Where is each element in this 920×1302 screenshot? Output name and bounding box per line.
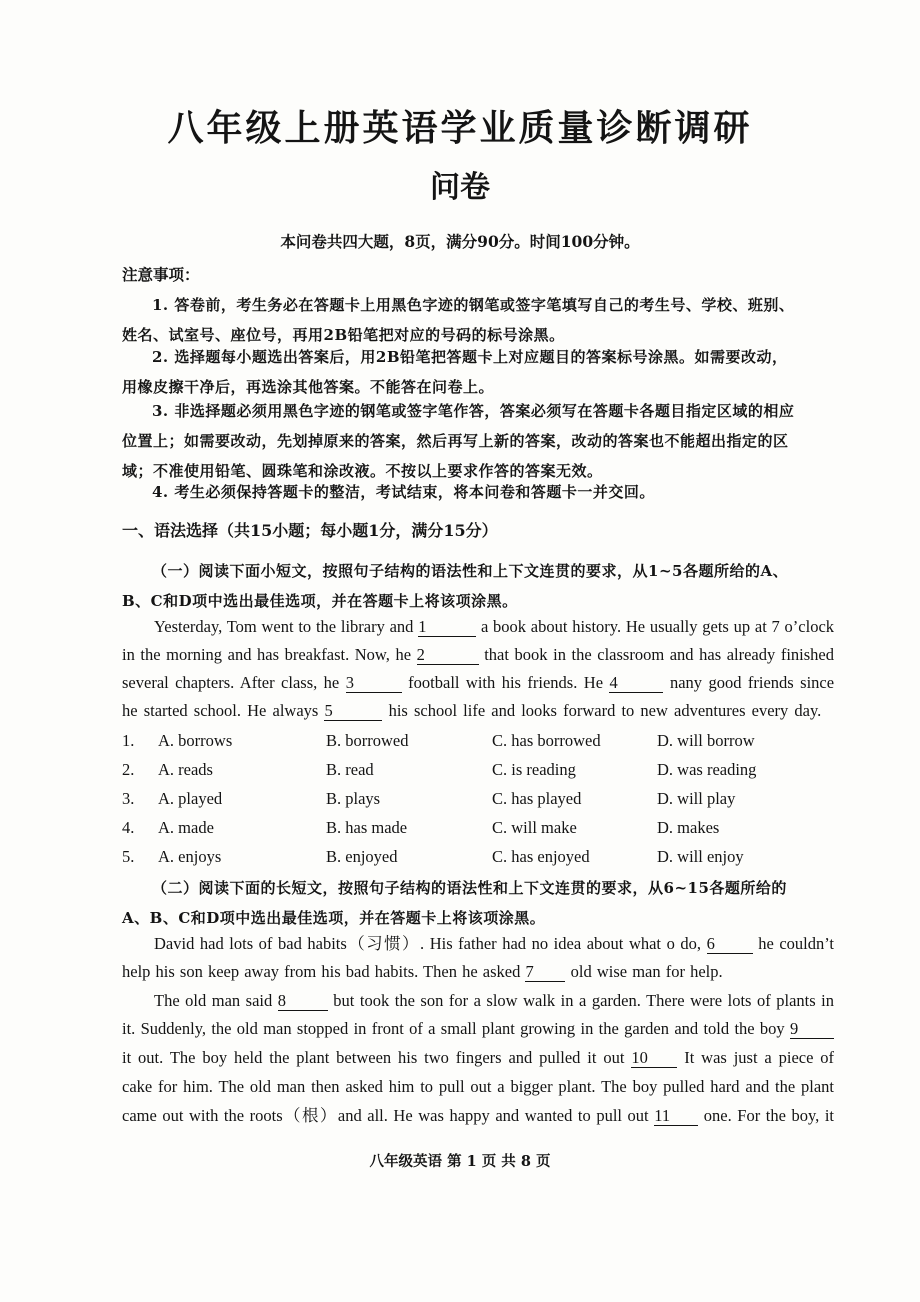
part2-instructions: [122, 873, 834, 933]
notice-item-1: [122, 290, 834, 350]
notice-line: 1. 答卷前，考生务必在答题卡上用黑色字迹的钢笔或签字笔填写自己的考生号、学校、班别、: [152, 296, 795, 314]
answer-blank: 2: [417, 646, 479, 665]
option-d: D. makes: [657, 818, 720, 837]
instruction-line: A、B、C和D项中选出最佳选项，并在答题卡上将该项涂黑。: [122, 909, 546, 927]
option-b: B. has made: [326, 818, 408, 837]
option-c: C. is reading: [492, 760, 576, 779]
passage-text: old wise man for help.: [570, 962, 723, 981]
instruction-line: （二）阅读下面的长短文，按照句子结构的语法性和上下文连贯的要求，从6~15各题所给的: [152, 879, 787, 897]
passage-text: several chapters. After class, he: [122, 673, 340, 692]
passage-line: [122, 641, 834, 670]
passage-text: it out. The boy held the plant between his two fingers and pulled it out: [122, 1048, 625, 1067]
passage-text: The old man said: [154, 991, 273, 1010]
answer-blank: 1: [418, 618, 476, 637]
answer-blank: 11: [654, 1107, 698, 1126]
question-number: 3.: [122, 789, 135, 808]
passage-text: his school life and looks forward to new adventures every day.: [388, 701, 822, 720]
answer-blank: 3: [346, 674, 402, 693]
passage-text: cake for him. The old man then asked him to pull out a bigger plant. The boy pulled hard and the plant: [122, 1077, 834, 1096]
instruction-line: B、C和D项中选出最佳选项，并在答题卡上将该项涂黑。: [122, 592, 518, 610]
passage-text: he started school. He always: [122, 701, 319, 720]
passage-line: [122, 987, 834, 1016]
option-c: C. will make: [492, 818, 577, 837]
passage-text: nany good friends since: [669, 673, 835, 692]
answer-blank: 4: [609, 674, 663, 693]
option-c: C. has enjoyed: [492, 847, 590, 866]
answer-blank: 7: [525, 963, 565, 982]
passage-line: [122, 1102, 834, 1131]
question-number: 5.: [122, 847, 135, 866]
question-row: [122, 789, 834, 818]
option-b: B. borrowed: [326, 731, 409, 750]
notice-line: 域；不准使用铅笔、圆珠笔和涂改液。不按以上要求作答的答案无效。: [122, 462, 603, 480]
section-heading: 一、语法选择（共15小题；每小题1分，满分15分）: [122, 521, 498, 540]
option-a: A. played: [158, 789, 223, 808]
passage-line: [122, 669, 834, 698]
option-b: B. read: [326, 760, 374, 779]
passage-line: [122, 958, 834, 987]
passage-text: but took the son for a slow walk in a garden. There were lots of plants in: [333, 991, 835, 1010]
options-table: [122, 731, 834, 876]
passage-line: [122, 697, 834, 726]
notice-line: 位置上；如需要改动，先划掉原来的答案，然后再写上新的答案，改动的答案也不能超出指定的区: [122, 432, 789, 450]
question-row: [122, 818, 834, 847]
option-b: B. enjoyed: [326, 847, 398, 866]
question-number: 1.: [122, 731, 135, 750]
question-number: 2.: [122, 760, 135, 779]
question-row: [122, 731, 834, 760]
passage-line: [122, 930, 834, 959]
question-row: [122, 847, 834, 876]
passage-line: [122, 613, 834, 642]
instruction-line: （一）阅读下面小短文，按照句子结构的语法性和上下文连贯的要求，从1~5各题所给的A、: [152, 562, 789, 580]
answer-blank: 8: [278, 992, 328, 1011]
passage-text: help his son keep away from his bad habits. Then he asked: [122, 962, 521, 981]
notice-line: 用橡皮擦干净后，再选涂其他答案。不能答在问卷上。: [122, 378, 495, 396]
answer-blank: 9: [790, 1020, 834, 1039]
option-d: D. was reading: [657, 760, 757, 779]
passage-text: one. For the boy, it: [703, 1106, 835, 1125]
option-d: D. will play: [657, 789, 736, 808]
notice-line: 姓名、试室号、座位号，再用2B铅笔把对应的号码的标号涂黑。: [122, 326, 565, 344]
notice-heading: 注意事项：: [122, 265, 200, 284]
passage-text: he couldn’t: [758, 934, 835, 953]
passage-text: it. Suddenly, the old man stopped in front of a small plant growing in the garden and told the boy: [122, 1019, 785, 1038]
option-c: C. has played: [492, 789, 582, 808]
page-title: 八年级上册英语学业质量诊断调研: [167, 107, 753, 149]
notice-line: 3. 非选择题必须用黑色字迹的钢笔或签字笔作答，答案必须写在答题卡各题目指定区域的相应: [152, 402, 795, 420]
passage-text: that book in the classroom and has already finished: [484, 645, 834, 664]
passage-text: in the morning and has breakfast. Now, he: [122, 645, 412, 664]
passage-text: a book about history. He usually gets up at 7 o’clock: [480, 617, 835, 636]
notice-item-4: 4. 考生必须保持答题卡的整洁，考试结束，将本问卷和答题卡一并交回。: [152, 483, 655, 501]
option-d: D. will borrow: [657, 731, 755, 750]
passage-text: David had lots of bad habits（习惯）. His father had no idea about what o do,: [154, 934, 702, 953]
question-row: [122, 760, 834, 789]
option-a: A. borrows: [158, 731, 233, 750]
option-d: D. will enjoy: [657, 847, 744, 866]
notice-item-2: [122, 342, 834, 402]
option-b: B. plays: [326, 789, 381, 808]
exam-info: 本问卷共四大题，8页，满分90分。时间100分钟。: [280, 232, 640, 251]
option-a: A. made: [158, 818, 214, 837]
option-a: A. reads: [158, 760, 213, 779]
page-subtitle: 问卷: [430, 170, 490, 205]
passage-line: [122, 1073, 834, 1102]
answer-blank: 10: [631, 1049, 677, 1068]
answer-blank: 5: [324, 702, 382, 721]
notice-item-3: [122, 396, 834, 486]
passage-line: [122, 1044, 834, 1073]
question-number: 4.: [122, 818, 135, 837]
option-c: C. has borrowed: [492, 731, 601, 750]
passage-text: Yesterday, Tom went to the library and: [154, 617, 414, 636]
passage-line: [122, 1015, 834, 1044]
passage-text: It was just a piece of: [684, 1048, 835, 1067]
passage-text: came out with the roots（根）and all. He was happy and wanted to pull out: [122, 1106, 649, 1125]
passage-text: football with his friends. He: [408, 673, 604, 692]
part1-instructions: [122, 556, 834, 616]
notice-line: 2. 选择题每小题选出答案后，用2B铅笔把答题卡上对应题目的答案标号涂黑。如需要改动，: [152, 348, 788, 366]
page-footer: 八年级英语 第 1 页 共 8 页: [369, 1153, 551, 1170]
answer-blank: 6: [707, 935, 753, 954]
option-a: A. enjoys: [158, 847, 222, 866]
